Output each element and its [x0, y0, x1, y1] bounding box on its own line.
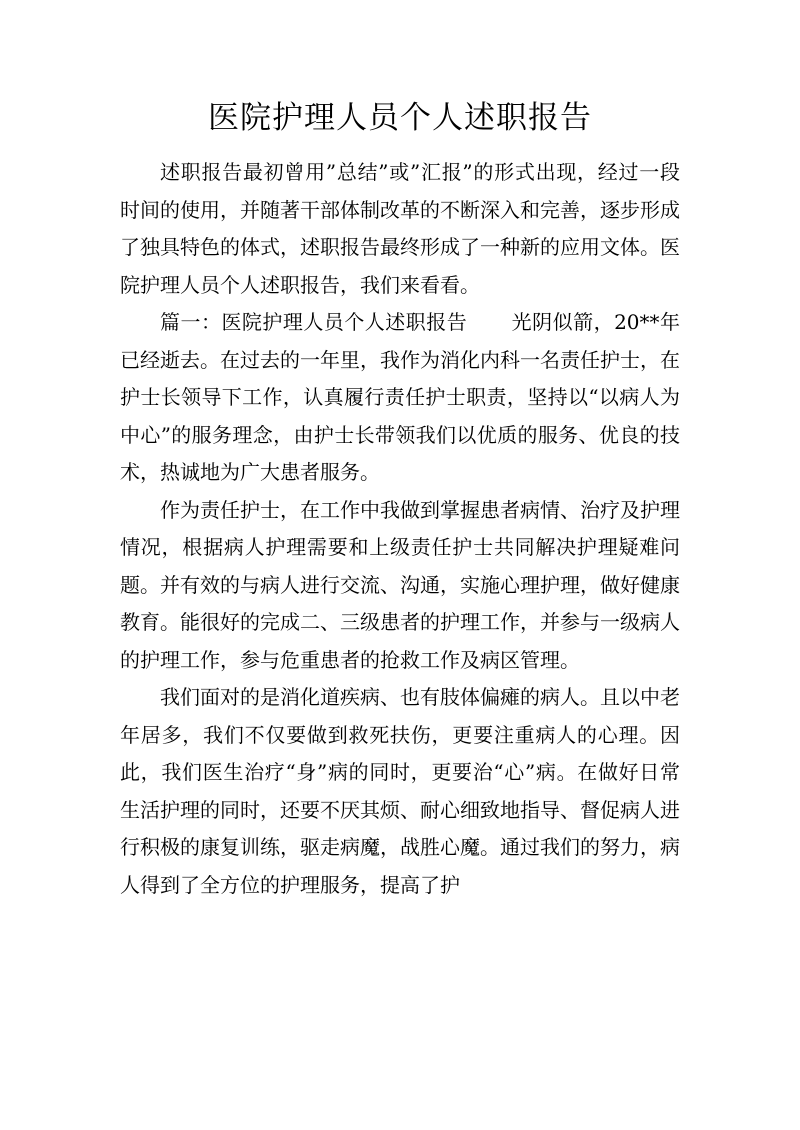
section-heading: 篇一：医院护理人员个人述职报告 [160, 310, 468, 334]
paragraph-part-one [120, 304, 680, 492]
paragraph-patients: 我们面对的是消化道疾病、也有肢体偏瘫的病人。且以中老年居多，我们不仅要做到救死扶伤，更要注重病人的心理。因此，我们医生治疗“身”病的同时，更要治“心”病。在做好日常生活护理的同时，还要不厌其烦、耐心细致地指导、督促病人进行积极的康复训练，驱走病魔，战胜心魔。通过我们的努力，病人得到了全方位的护理服务，提高了护 [120, 685, 680, 897]
document-title: 医院护理人员个人述职报告 [208, 100, 592, 136]
document-body [120, 154, 680, 904]
paragraph-part-one-text: 光阴似箭，20**年已经逝去。在过去的一年里，我作为消化内科一名责任护士，在护士长领导下工作，认真履行责任护士职责，坚持以“以病人为中心”的服务理念，由护士长带领我们以优质的服务、优良的技术，热诚地为广大患者服务。 [120, 310, 681, 484]
paragraph-duties: 作为责任护士，在工作中我做到掌握患者病情、治疗及护理情况，根据病人护理需要和上级责任护士共同解决护理疑难问题。并有效的与病人进行交流、沟通，实施心理护理，做好健康教育。能很好的完成二、三级患者的护理工作，并参与一级病人的护理工作，参与危重患者的抢救工作及病区管理。 [120, 497, 680, 672]
paragraph-intro: 述职报告最初曾用”总结”或”汇报”的形式出现，经过一段时间的使用，并随著干部体制改革的不断深入和完善，逐步形成了独具特色的体式，述职报告最终形成了一种新的应用文体。医院护理人员个人述职报告，我们来看看。 [120, 160, 680, 297]
